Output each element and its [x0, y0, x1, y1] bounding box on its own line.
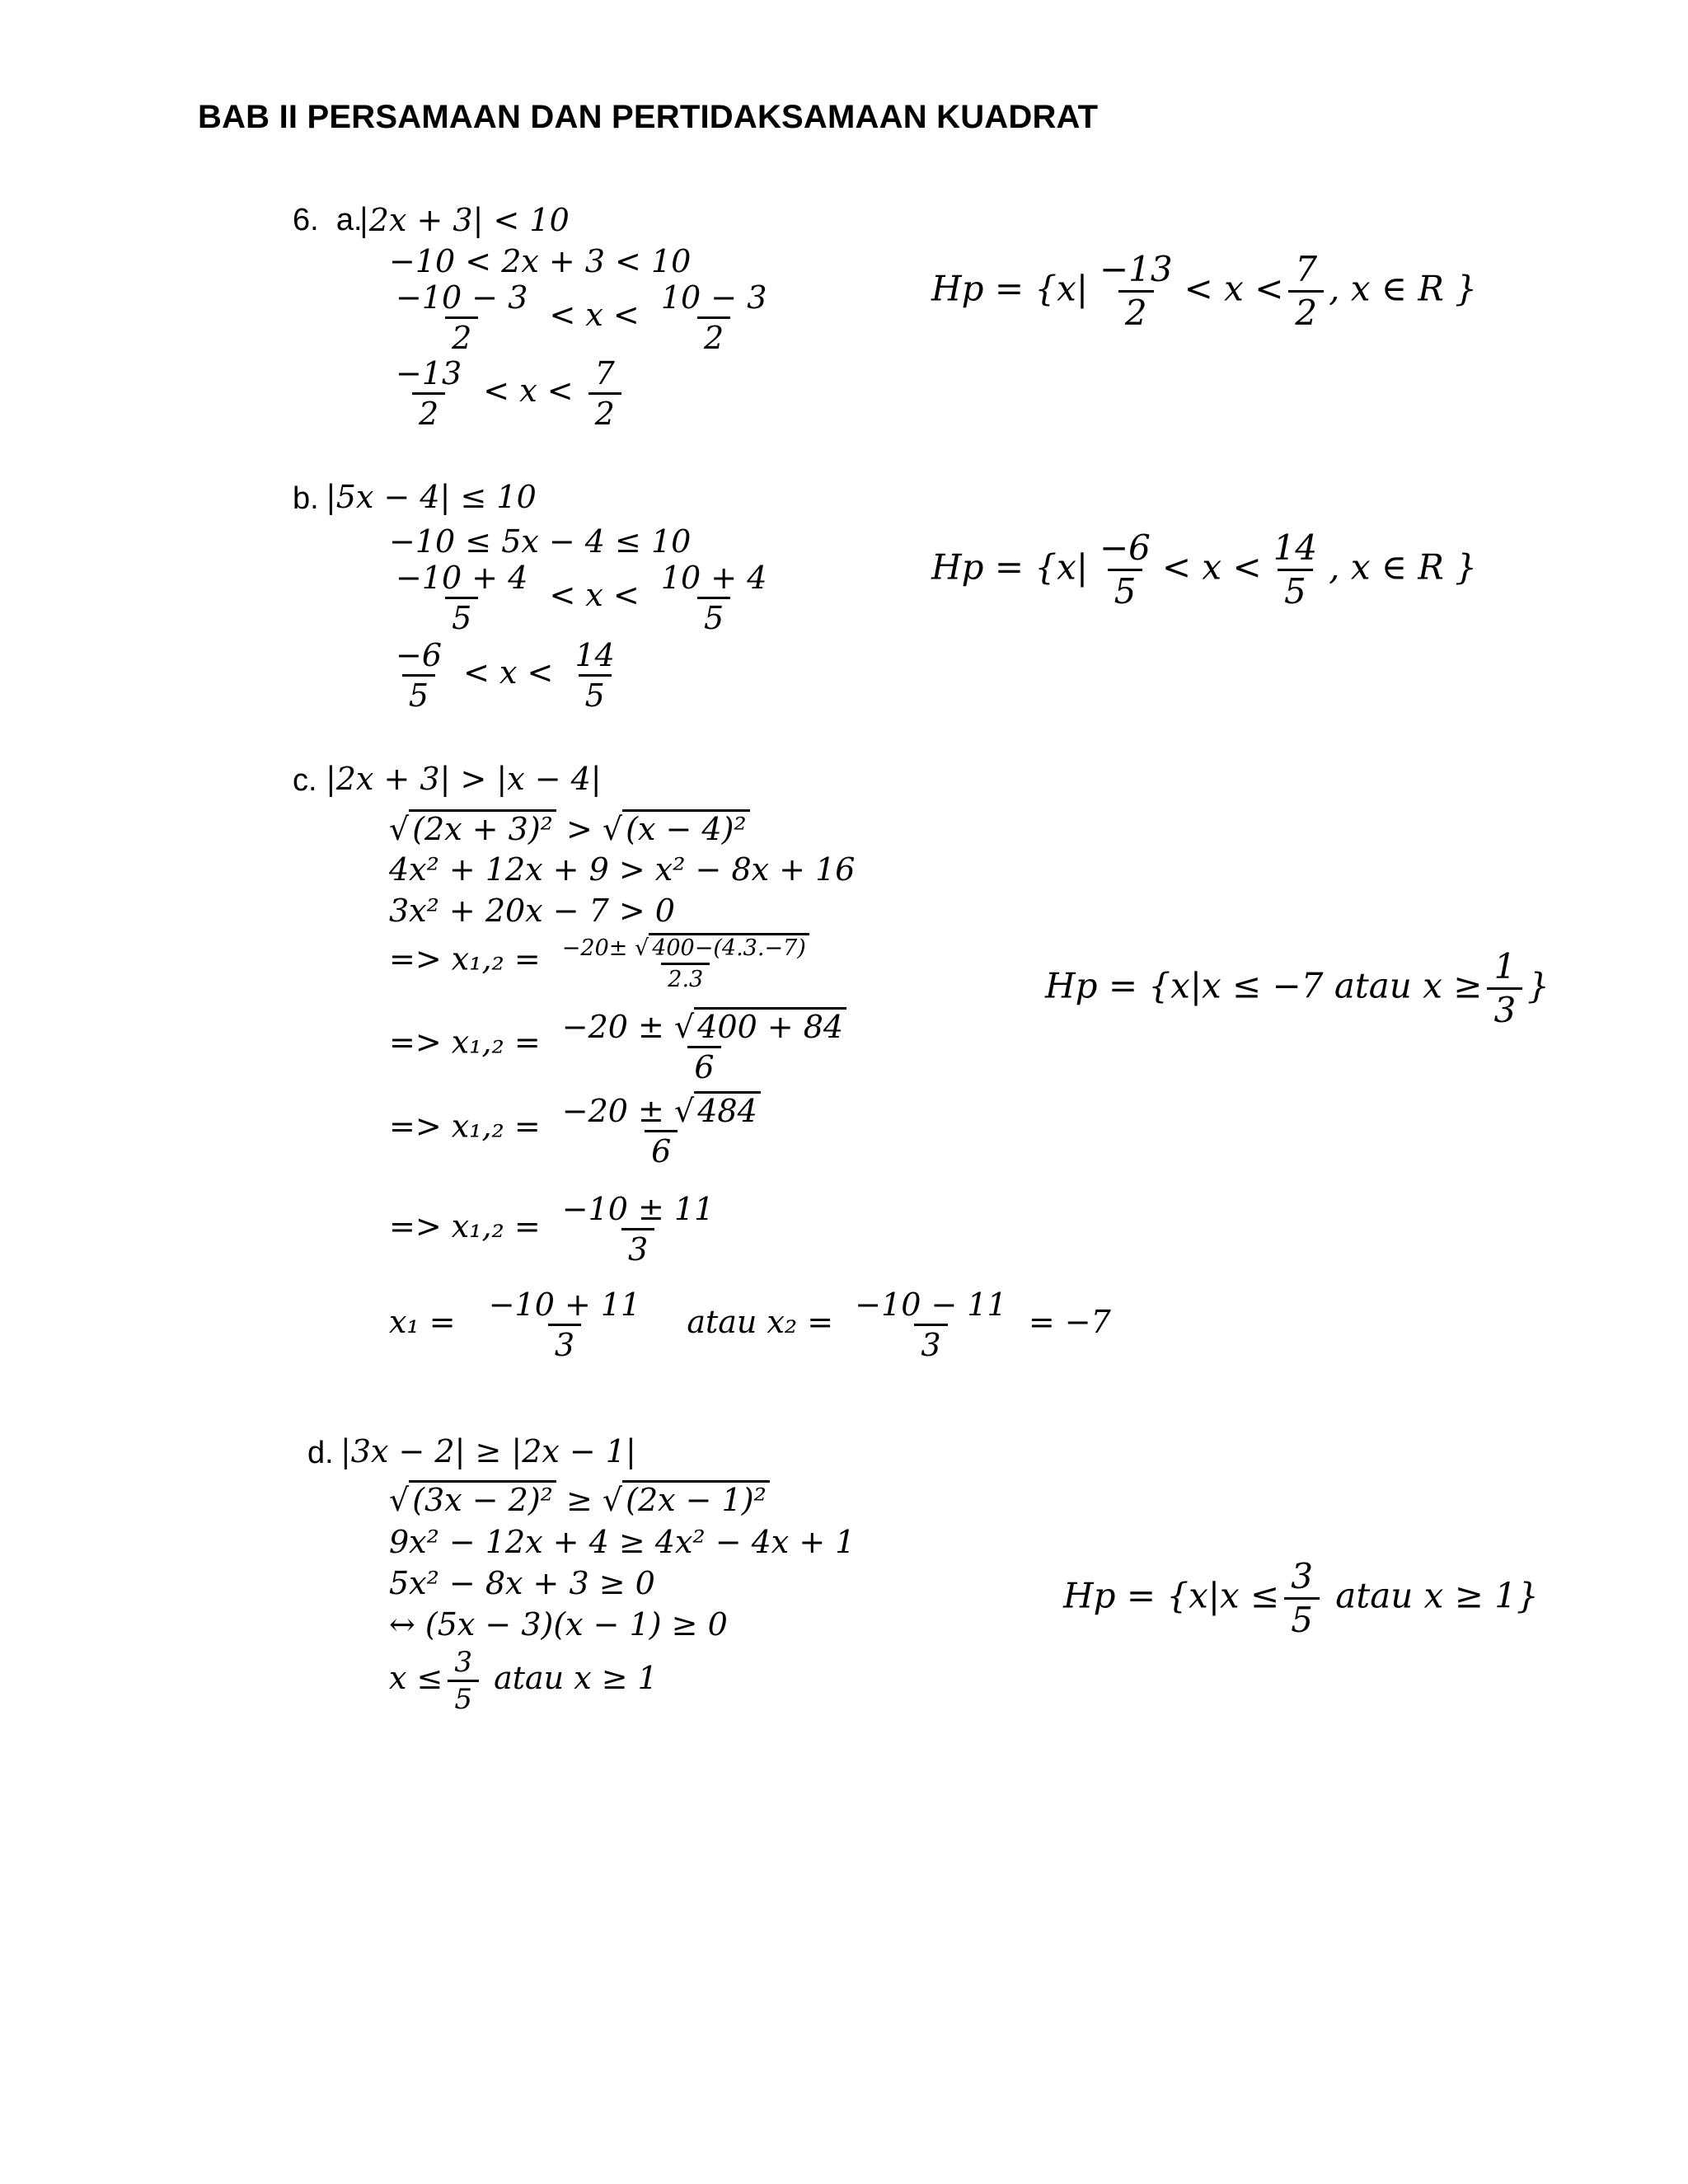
answer-suffix: x ≥ 1} — [1423, 1575, 1539, 1616]
fraction-numerator: 10 − 3 — [660, 279, 767, 316]
part-d-question: |3x − 2| ≥ |2x − 1| — [340, 1433, 636, 1469]
problem-number: 6. — [293, 203, 319, 237]
part-a-answer — [931, 249, 1477, 333]
implies-arrow: => — [389, 1108, 442, 1145]
sqrt-icon: √ — [602, 811, 623, 847]
fraction-numerator: −20 ± √ 484 — [556, 1091, 767, 1130]
fraction-numerator: −20± √ 400−(4.3.−7) — [556, 933, 816, 963]
fraction-denominator: 2 — [588, 392, 621, 429]
sqrt-icon: √ — [602, 1482, 623, 1518]
part-c-step3: 3x² + 20x − 7 > 0 — [389, 893, 675, 929]
fraction-numerator: −13 — [1099, 249, 1173, 289]
sqrt-icon: √ — [389, 811, 410, 847]
answer-suffix: , x ∈ R } — [1329, 546, 1477, 588]
inequality-middle: < x < — [1184, 268, 1284, 309]
fraction-denominator: 3 — [914, 1324, 947, 1361]
connector-word: atau — [494, 1660, 565, 1696]
answer-prefix: Hp = {x|x ≤ — [1063, 1575, 1280, 1616]
fraction-numerator: 7 — [1295, 249, 1318, 289]
part-d-answer — [1063, 1556, 1539, 1640]
part-c-step1 — [389, 809, 750, 845]
answer-suffix: , x ∈ R } — [1329, 268, 1477, 309]
root-label: x₁,₂ = — [451, 1208, 541, 1244]
fraction-numerator: −6 — [1099, 527, 1151, 568]
relation-operator: > — [565, 811, 593, 847]
part-c-step4 — [389, 933, 821, 991]
part-a-label: a. — [335, 203, 363, 237]
fraction-numerator: 10 + 4 — [660, 560, 767, 596]
radicand: 400−(4.3.−7) — [649, 933, 809, 959]
inequality-middle: < x < — [1161, 546, 1262, 588]
radicand: (2x − 1)² — [622, 1480, 770, 1516]
root-label: x₁,₂ = — [451, 1108, 541, 1145]
fraction-numerator: 1 — [1493, 946, 1517, 987]
fraction-numerator: −10 ± 11 — [561, 1191, 715, 1227]
implies-arrow: => — [389, 940, 442, 977]
fraction-denominator: 3 — [621, 1228, 654, 1265]
part-a-question: |2x + 3| < 10 — [359, 202, 570, 238]
part-c-roots — [389, 1286, 1111, 1363]
part-d-step2: 9x² − 12x + 4 ≥ 4x² − 4x + 1 — [389, 1524, 856, 1560]
fraction-numerator: −20 ± √ 400 + 84 — [556, 1007, 853, 1046]
radicand: (3x − 2)² — [409, 1480, 556, 1516]
fraction-numerator: −10 + 4 — [396, 560, 528, 596]
fraction-numerator: −10 − 3 — [396, 279, 528, 316]
implies-arrow: => — [389, 1024, 442, 1061]
step-suffix: x ≥ 1 — [574, 1660, 658, 1696]
fraction-numerator: −13 — [396, 355, 462, 391]
fraction-numerator: −10 − 11 — [855, 1286, 1007, 1323]
fraction-denominator: 2 — [697, 316, 730, 354]
fraction-denominator: 2 — [1118, 290, 1154, 330]
fraction-numerator: 14 — [1273, 527, 1318, 568]
answer-prefix: Hp = {x| — [931, 546, 1088, 588]
fraction-numerator: 7 — [594, 355, 615, 391]
relation-operator: ≥ — [565, 1482, 593, 1518]
fraction-denominator: 6 — [687, 1046, 720, 1083]
fraction-denominator: 5 — [697, 597, 730, 634]
part-d-step4: ↔ (5x − 3)(x − 1) ≥ 0 — [389, 1606, 728, 1643]
fraction-denominator: 5 — [445, 597, 478, 634]
fraction-denominator: 5 — [1278, 569, 1313, 609]
fraction-numerator: 3 — [1291, 1556, 1313, 1596]
implies-arrow: => — [389, 1208, 442, 1244]
root1-label: x₁ = — [389, 1304, 456, 1340]
fraction-numerator: 14 — [574, 637, 615, 673]
part-b-step3 — [389, 637, 626, 714]
part-b-step2 — [389, 562, 778, 634]
answer-suffix: } — [1527, 965, 1550, 1006]
root2-label: x₂ = — [767, 1304, 834, 1340]
part-c-step2: 4x² + 12x + 9 > x² − 8x + 16 — [389, 851, 856, 888]
fraction-denominator: 2 — [412, 392, 445, 429]
fraction-denominator: 5 — [448, 1680, 479, 1713]
fraction-denominator: 2.3 — [661, 963, 710, 991]
step-prefix: x ≤ — [389, 1660, 443, 1696]
root-label: x₁,₂ = — [451, 940, 541, 977]
part-b-answer — [931, 527, 1477, 612]
connector-word: atau — [687, 1304, 757, 1340]
sqrt-icon: √ — [634, 935, 649, 961]
fraction-numerator: −10 + 11 — [488, 1286, 641, 1323]
fraction-numerator: 3 — [454, 1646, 472, 1679]
radicand: 484 — [694, 1091, 761, 1127]
part-d-step5 — [389, 1646, 658, 1716]
fraction-denominator: 3 — [1487, 987, 1522, 1028]
chapter-title: BAB II PERSAMAAN DAN PERTIDAKSAMAAN KUADRAT — [198, 99, 1099, 135]
sqrt-icon: √ — [674, 1093, 695, 1129]
fraction-denominator: 5 — [402, 674, 435, 711]
answer-prefix: Hp = {x| — [931, 268, 1088, 309]
root-label: x₁,₂ = — [451, 1024, 541, 1061]
part-c-label: c. — [293, 763, 317, 798]
part-c-answer — [1045, 946, 1550, 1030]
fraction-denominator: 6 — [645, 1130, 678, 1167]
part-b-step1: −10 ≤ 5x − 4 ≤ 10 — [389, 523, 692, 560]
radicand: (x − 4)² — [622, 809, 750, 845]
fraction-denominator: 2 — [1288, 290, 1324, 330]
part-a-step1: −10 < 2x + 3 < 10 — [389, 243, 692, 279]
part-a-step2 — [389, 279, 778, 356]
inequality-middle: < x < — [463, 654, 554, 691]
connector-word: atau — [1335, 1575, 1414, 1616]
inequality-middle: < x < — [549, 297, 640, 333]
sqrt-icon: √ — [674, 1009, 695, 1045]
part-c-step6 — [389, 1091, 772, 1167]
problem-label — [293, 203, 363, 238]
part-d-step1 — [389, 1480, 770, 1516]
answer-prefix: Hp = {x|x ≤ −7 — [1045, 965, 1324, 1006]
root2-value: = −7 — [1028, 1304, 1111, 1340]
part-b-label: b. — [293, 481, 319, 516]
part-a-step3 — [389, 355, 626, 432]
fraction-denominator: 5 — [1108, 569, 1143, 609]
part-c-question: |2x + 3| > |x − 4| — [326, 761, 602, 797]
fraction-denominator: 2 — [445, 316, 478, 354]
part-b-question: |5x − 4| ≤ 10 — [326, 479, 537, 515]
fraction-denominator: 5 — [1284, 1597, 1320, 1638]
connector-word: atau — [1334, 965, 1412, 1006]
fraction-denominator: 5 — [579, 674, 612, 711]
part-c-step7 — [389, 1191, 725, 1268]
fraction-numerator: −6 — [396, 637, 443, 673]
answer-mid: x ≥ — [1423, 965, 1483, 1006]
sqrt-icon: √ — [389, 1482, 410, 1518]
inequality-middle: < x < — [549, 577, 640, 613]
fraction-denominator: 3 — [548, 1324, 581, 1361]
radicand: 400 + 84 — [694, 1007, 846, 1043]
part-c-step5 — [389, 1007, 858, 1083]
part-d-step3: 5x² − 8x + 3 ≥ 0 — [389, 1565, 655, 1601]
part-d-label: d. — [307, 1436, 334, 1470]
inequality-middle: < x < — [483, 373, 574, 409]
radicand: (2x + 3)² — [409, 809, 556, 845]
